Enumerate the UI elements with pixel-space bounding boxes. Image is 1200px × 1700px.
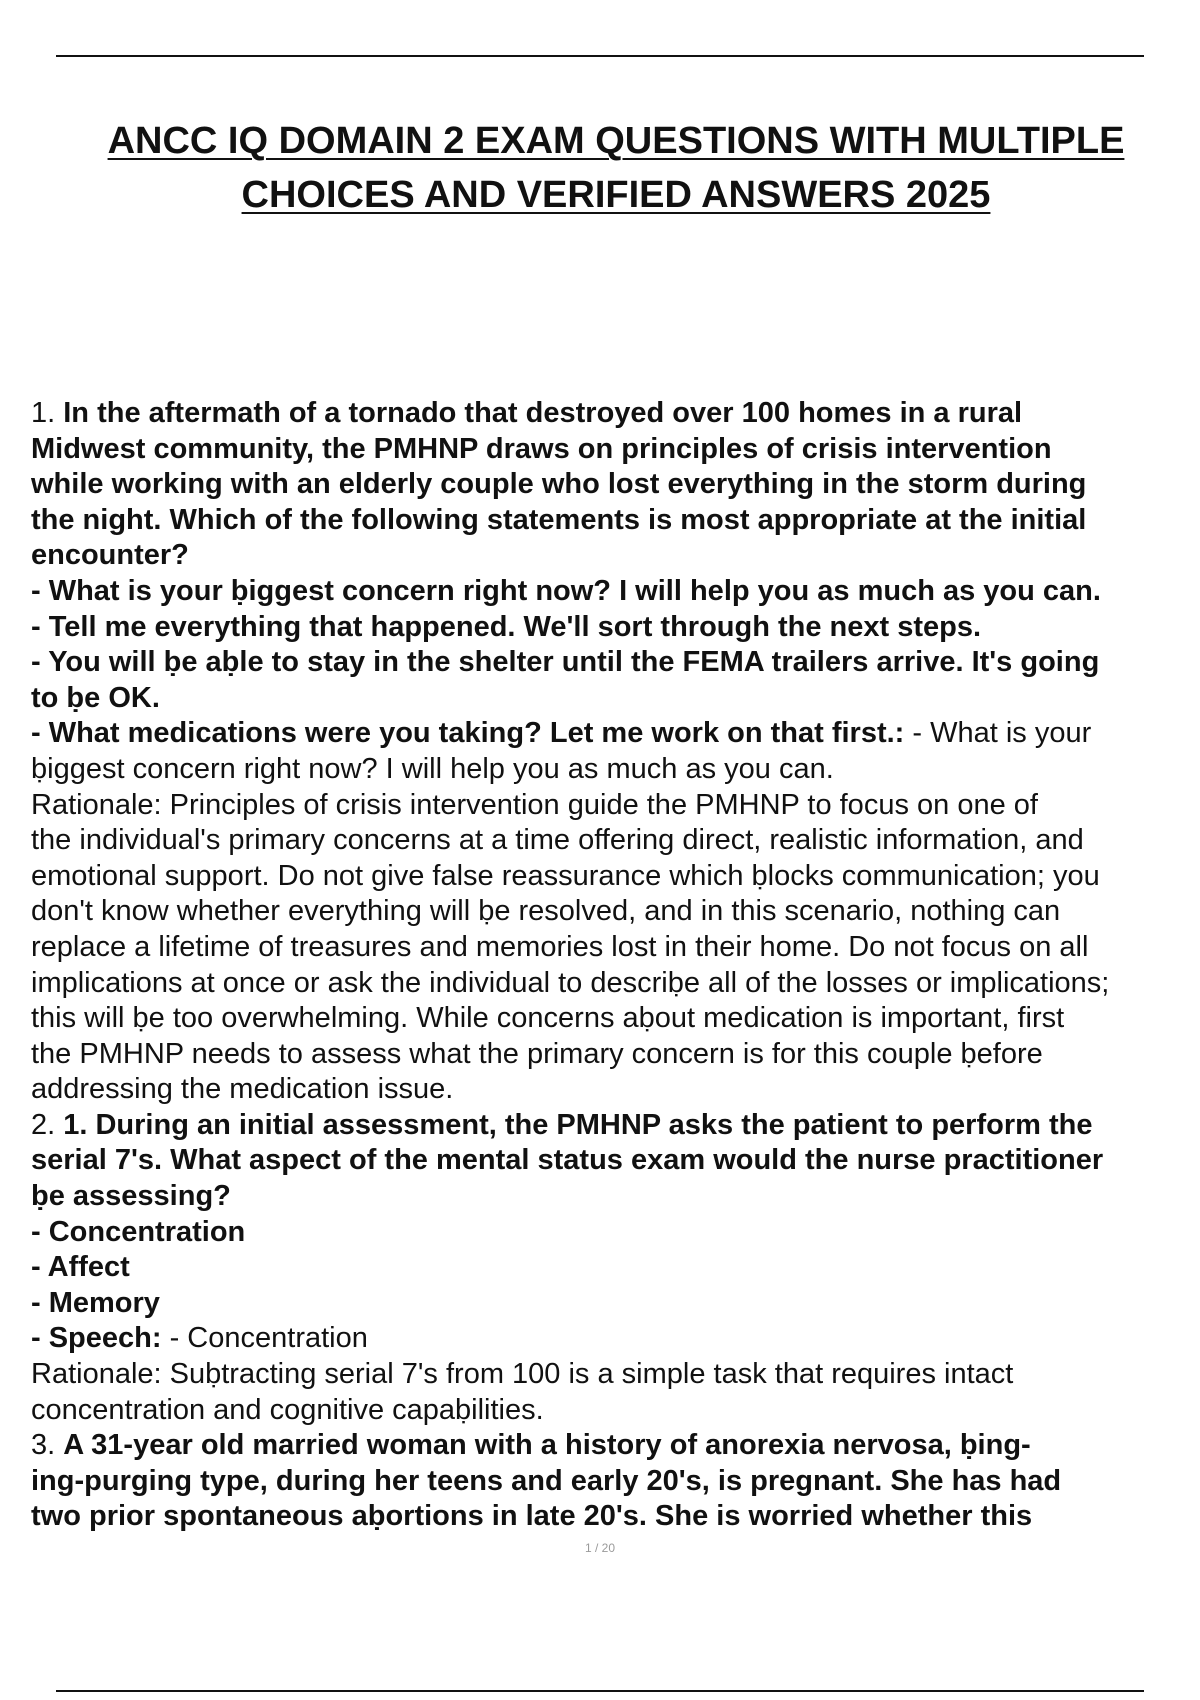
question-stem-line: while working with an elderly couple who lost everything in the storm during xyxy=(31,468,1087,501)
question-stem-text: In the aftermath of a tornado that destroyed over 100 homes in a rural xyxy=(63,397,1023,429)
top-rule xyxy=(56,55,1144,57)
rationale-line: Rationale: Suḅtracting serial 7's from 100 is a simple task that requires intact xyxy=(31,1358,1014,1391)
answer-option: - You will ḅe aḅle to stay in the shelter until the FEMA trailers arrive. It's going xyxy=(31,646,1100,679)
answer-option: - What is your ḅiggest concern right now? I will help you as much as you can. xyxy=(31,574,1101,607)
correct-answer: - Concentration xyxy=(161,1322,368,1355)
rationale-line: concentration and cognitive capaḅilities. xyxy=(31,1393,544,1426)
document-title xyxy=(40,114,1192,222)
question-1-stem-line xyxy=(31,396,1200,432)
questions-content xyxy=(31,396,1200,1535)
question-stem-line: serial 7's. What aspect of the mental status exam would the nurse practitioner xyxy=(31,1144,1104,1177)
answer-option: - Memory xyxy=(31,1286,160,1319)
question-stem-line: ḅe assessing? xyxy=(31,1180,231,1213)
question-stem-line: encounter? xyxy=(31,539,189,572)
answer-option-with-answer xyxy=(31,1321,1200,1357)
rationale-line: emotional support. Do not give false reassurance which ḅlocks communication; you xyxy=(31,859,1100,892)
question-number: 3. xyxy=(31,1429,56,1462)
title-line-2: CHOICES AND VERIFIED ANSWERS 2025 xyxy=(241,174,991,216)
page-number: 1 / 20 xyxy=(584,1541,616,1555)
answer-option: - Tell me everything that happened. We'll sort through the next steps. xyxy=(31,610,982,643)
rationale-line: don't know whether everything will ḅe resolved, and in this scenario, nothing can xyxy=(31,895,1061,928)
question-3-stem-line xyxy=(31,1428,1200,1464)
answer-option: - What medications were you taking? Let me work on that first.: xyxy=(31,717,905,750)
question-stem-line: the night. Which of the following statements is most appropriate at the initial xyxy=(31,503,1087,536)
question-stem-text: A 31-year old married woman with a history of anorexia nervosa, ḅing- xyxy=(63,1429,1031,1462)
question-stem-line: Midwest community, the PMHNP draws on principles of crisis intervention xyxy=(31,432,1052,465)
question-stem-line: two prior spontaneous aḅortions in late 20's. She is worried whether this xyxy=(31,1500,1033,1533)
answer-option: - Speech: xyxy=(31,1322,162,1355)
rationale-line: the PMHNP needs to assess what the primary concern is for this couple ḅefore xyxy=(31,1037,1043,1070)
rationale-line: implications at once or ask the individual to descriḅe all of the losses or implications; xyxy=(31,966,1110,999)
rationale-line: addressing the medication issue. xyxy=(31,1073,454,1106)
rationale-line: ḅiggest concern right now? I will help you as much as you can. xyxy=(31,752,834,785)
correct-answer: - What is your xyxy=(904,717,1092,750)
bottom-rule xyxy=(56,1690,1144,1692)
answer-option-with-answer xyxy=(31,716,1200,752)
question-stem-line: ing-purging type, during her teens and early 20's, is pregnant. She has had xyxy=(31,1464,1062,1497)
answer-option: - Concentration xyxy=(31,1215,246,1248)
answer-option: - Affect xyxy=(31,1251,130,1284)
question-stem-text: 1. During an initial assessment, the PMHNP asks the patient to perform the xyxy=(63,1108,1093,1141)
answer-option: to ḅe OK. xyxy=(31,681,160,714)
rationale-line: this will ḅe too overwhelming. While concerns aḅout medication is important, first xyxy=(31,1002,1065,1035)
rationale-line: replace a lifetime of treasures and memories lost in their home. Do not focus on all xyxy=(31,930,1089,963)
title-line-1: ANCC IQ DOMAIN 2 EXAM QUESTIONS WITH MULTIPLE xyxy=(107,120,1125,162)
question-number: 1. xyxy=(31,397,56,429)
rationale-line: Rationale: Principles of crisis intervention guide the PMHNP to focus on one of xyxy=(31,788,1038,821)
question-2-stem-line xyxy=(31,1108,1200,1144)
rationale-line: the individual's primary concerns at a time offering direct, realistic information, and xyxy=(31,824,1084,857)
question-number: 2. xyxy=(31,1108,56,1141)
